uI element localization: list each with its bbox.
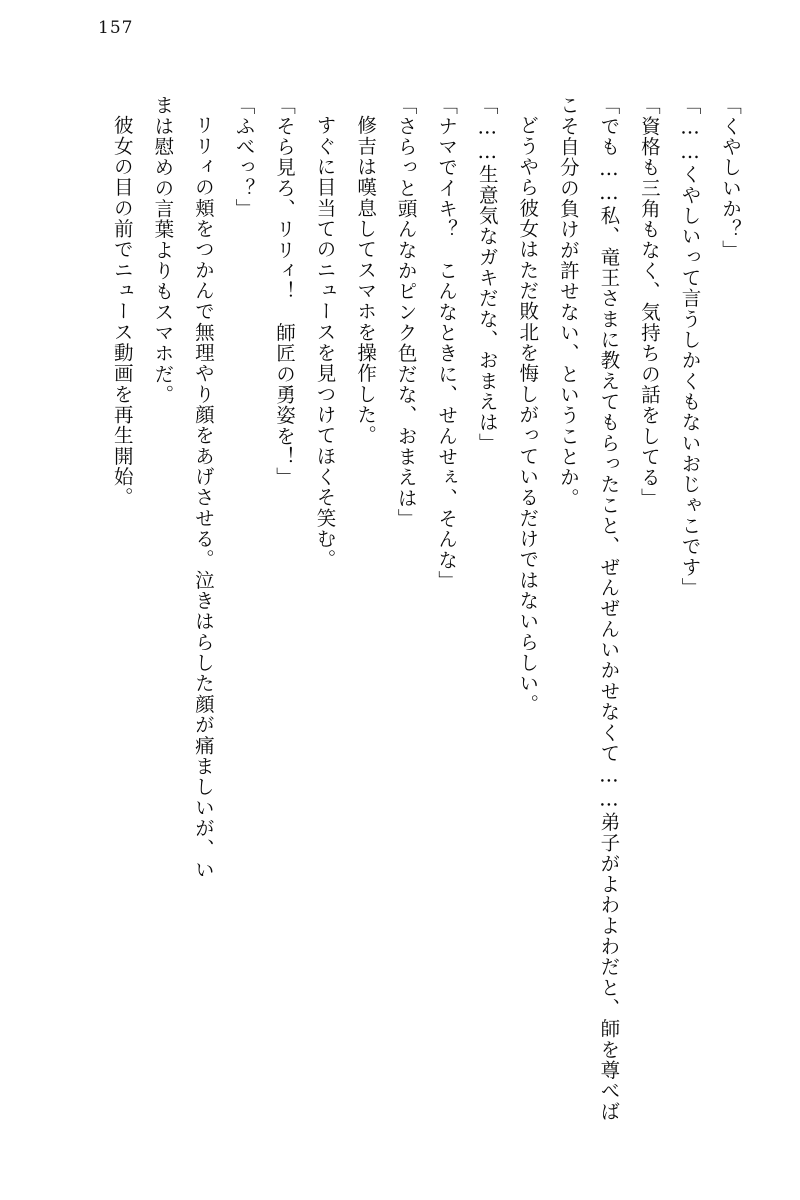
paragraph: 「さらっと頭んなかピンク色だな、おまえは」 xyxy=(394,95,418,530)
vertical-text-body xyxy=(60,95,750,1140)
paragraph: 「……生意気なガキだな、おまえは」 xyxy=(475,95,499,454)
paragraph: まは慰めの言葉よりもスマホだ。 xyxy=(151,95,175,406)
paragraph: 「資格も三角もなく、気持ちの話をしてる」 xyxy=(637,95,661,509)
paragraph: 彼女の目の前でニュース動画を再生開始。 xyxy=(110,114,134,508)
paragraph: リリィの頬をつかんで無理やり顔をあげさせる。泣きはらした顔が痛ましいが、い xyxy=(191,114,215,880)
paragraph: 「ふべっ？」 xyxy=(232,95,256,220)
paragraph: 「くやしいか？」 xyxy=(719,95,742,261)
paragraph: 「でも……私、竜王さまに教えてもらったこと、ぜんぜんいかせなくて……弟子がよわよわだと、師を尊べばこそ自分の負けが許せない、ということか。 xyxy=(556,95,621,1122)
paragraph: 修吉は嘆息してスマホを操作した。 xyxy=(354,114,378,446)
page-number: 157 xyxy=(98,18,134,38)
paragraph: すぐに目当てのニュースを見つけてほくそ笑む。 xyxy=(313,114,337,570)
paragraph: 「そら見ろ、リリィ！ 師匠の勇姿を！」 xyxy=(272,95,296,488)
paragraph: 「……くやしいって言うしかくもないおじゃこです」 xyxy=(678,95,702,599)
paragraph: 「ナマでイキ？ こんなときに、せんせぇ、そんな」 xyxy=(435,95,459,592)
paragraph: どうやら彼女はただ敗北を悔しがっているだけではないらしい。 xyxy=(516,114,540,714)
